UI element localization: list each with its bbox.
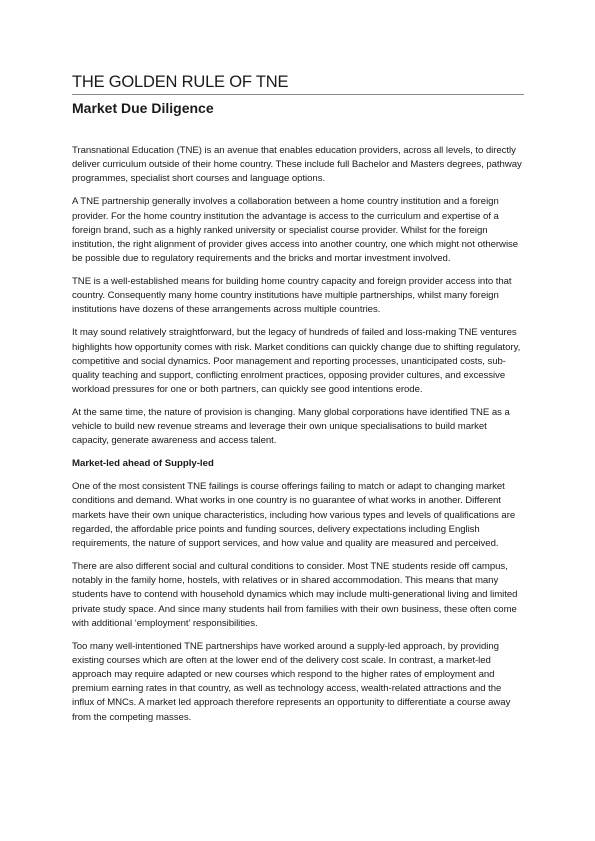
paragraph-tne-definition: Transnational Education (TNE) is an avenue that enables education providers, across all levels, to directly deliver curriculum outside of their home country. These include full Bachelor and Masters degrees, pathway programmes, specialist short courses and language options. — [72, 145, 522, 185]
paragraph-social-conditions: There are also different social and cultural conditions to consider. Most TNE students reside off campus, notably in the family home, hostels, with relatives or in shared accommodation. This means that many students have to contend with household dynamics which may include multi-generational living and limited private study space. And since many students hail from families with their own business, these often come with additional ‘employment’ responsibilities. — [72, 560, 518, 629]
section-heading: Market-led ahead of Supply-led — [72, 458, 214, 470]
paragraph-tne-risk: It may sound relatively straightforward, but the legacy of hundreds of failed and loss-making TNE ventures highlights how opportunity comes with risk. Market conditions can quickly change due to shifting regulatory, competitive and social dynamics. Poor management and reporting processes, unanticipated costs, sub-quality teaching and support, conflicting enrolment practices, opposing provider cultures, and excessive workload pressures for one or both partners, can quickly see good intentions erode. — [72, 327, 521, 396]
document-subtitle: Market Due Diligence — [72, 100, 214, 116]
paragraph-tne-capacity: TNE is a well-established means for building home country capacity and foreign provider access into that country. Consequently many home country institutions have multiple partnerships, whilst many foreign institutions have dozens of these arrangements across multiple countries. — [72, 276, 512, 316]
paragraph-tne-provision-change: At the same time, the nature of provision is changing. Many global corporations have identified TNE as a vehicle to build new revenue streams and leverage their own unique specialisations to build market capacity, generate awareness and access talent. — [72, 407, 510, 447]
document-body — [72, 144, 524, 725]
paragraph-supply-vs-market: Too many well-intentioned TNE partnerships have worked around a supply-led approach, by providing existing courses which are often at the lower end of the delivery cost scale. In contrast, a market-led approach may require adapted or new courses which respond to the higher rates of employment and premium earning rates in that country, as well as technology access, wealth-related attractions and the influx of MNCs. A market led approach therefore represents an opportunity to differentiate a course away from the competing masses. — [72, 640, 511, 723]
document-title: THE GOLDEN RULE OF TNE — [72, 72, 524, 95]
paragraph-tne-partnership: A TNE partnership generally involves a collaboration between a home country institution and a foreign provider. For the home country institution the advantage is access to the curriculum and expertise of a foreign brand, such as a highly ranked university or specialist course provider. Whilst for the foreign institution, the right alignment of provider gives access into another country, one which might not otherwise be possible due to regulatory requirements and the bricks and mortar investment involved. — [72, 196, 519, 265]
paragraph-market-failings: One of the most consistent TNE failings is course offerings failing to match or adapt to changing market conditions and demand. What works in one country is no guarantee of what works in another. Different markets have their own unique characteristics, including how various types and levels of qualifications are regarded, the affordable price points and funding sources, delivery expectations including English requirements, the nature of support services, and how value and quality are measured and perceived. — [72, 481, 516, 549]
